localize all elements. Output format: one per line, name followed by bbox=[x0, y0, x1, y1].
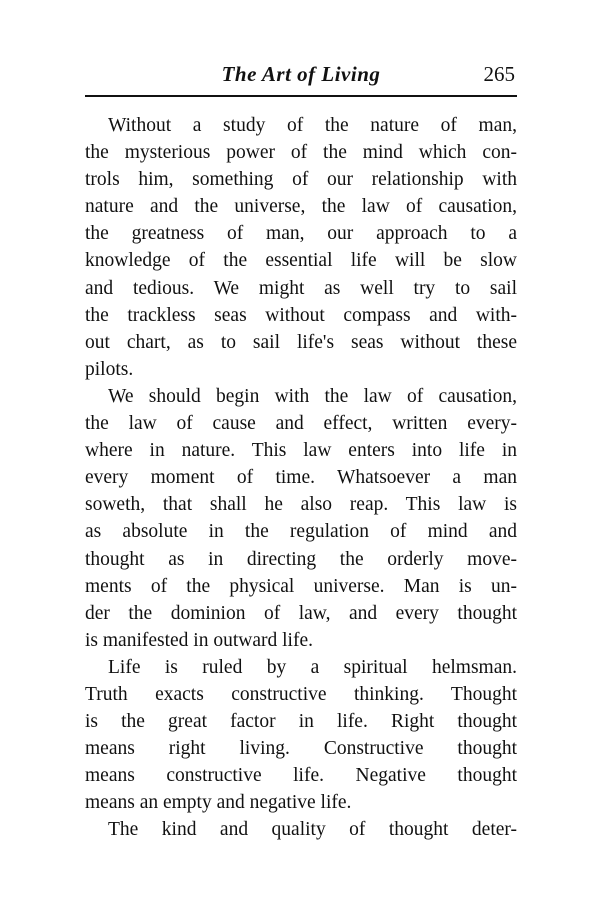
header-rule bbox=[85, 95, 517, 97]
text-line: is manifested in outward life. bbox=[85, 629, 313, 651]
paragraph bbox=[85, 112, 517, 383]
text-line: Life is ruled by a spiritual helmsman. bbox=[108, 656, 517, 678]
text-line: where in nature. This law enters into life in bbox=[85, 440, 517, 462]
text-line: ments of the physical universe. Man is un- bbox=[85, 575, 517, 597]
text-line: knowledge of the essential life will be slow bbox=[85, 250, 517, 272]
text-line: out chart, as to sail life's seas without these bbox=[85, 331, 517, 353]
text-line: nature and the universe, the law of causation, bbox=[85, 196, 517, 218]
text-line: soweth, that shall he also reap. This law is bbox=[85, 494, 517, 516]
text-line: Without a study of the nature of man, bbox=[108, 115, 517, 136]
paragraph bbox=[85, 654, 517, 817]
text-line: the law of cause and effect, written every- bbox=[85, 413, 517, 435]
text-line: as absolute in the regulation of mind and bbox=[85, 521, 517, 543]
text-line: the greatness of man, our approach to a bbox=[85, 223, 517, 245]
page-body bbox=[85, 112, 517, 844]
text-line: der the dominion of law, and every thought bbox=[85, 602, 517, 624]
text-line: thought as in directing the orderly move- bbox=[85, 548, 517, 570]
text-line: is the great factor in life. Right thought bbox=[85, 711, 517, 733]
text-line: Truth exacts constructive thinking. Thought bbox=[85, 683, 517, 705]
text-line: means an empty and negative life. bbox=[85, 792, 352, 814]
text-line: means right living. Constructive thought bbox=[85, 738, 517, 760]
text-line: pilots. bbox=[85, 358, 134, 380]
text-line: every moment of time. Whatsoever a man bbox=[85, 467, 517, 489]
running-title: The Art of Living bbox=[221, 62, 381, 86]
text-line: and tedious. We might as well try to sail bbox=[85, 277, 517, 299]
text-line: trols him, something of our relationship with bbox=[85, 169, 517, 191]
text-line: We should begin with the law of causation, bbox=[108, 385, 517, 407]
page-number: 265 bbox=[483, 62, 515, 86]
paragraph bbox=[85, 383, 517, 654]
text-line: means constructive life. Negative thought bbox=[85, 765, 517, 787]
running-header bbox=[85, 60, 517, 90]
text-line: the mysterious power of the mind which con- bbox=[85, 142, 517, 164]
text-line: The kind and quality of thought deter- bbox=[108, 819, 517, 841]
paragraph bbox=[85, 816, 517, 843]
text-line: the trackless seas without compass and with- bbox=[85, 304, 517, 326]
